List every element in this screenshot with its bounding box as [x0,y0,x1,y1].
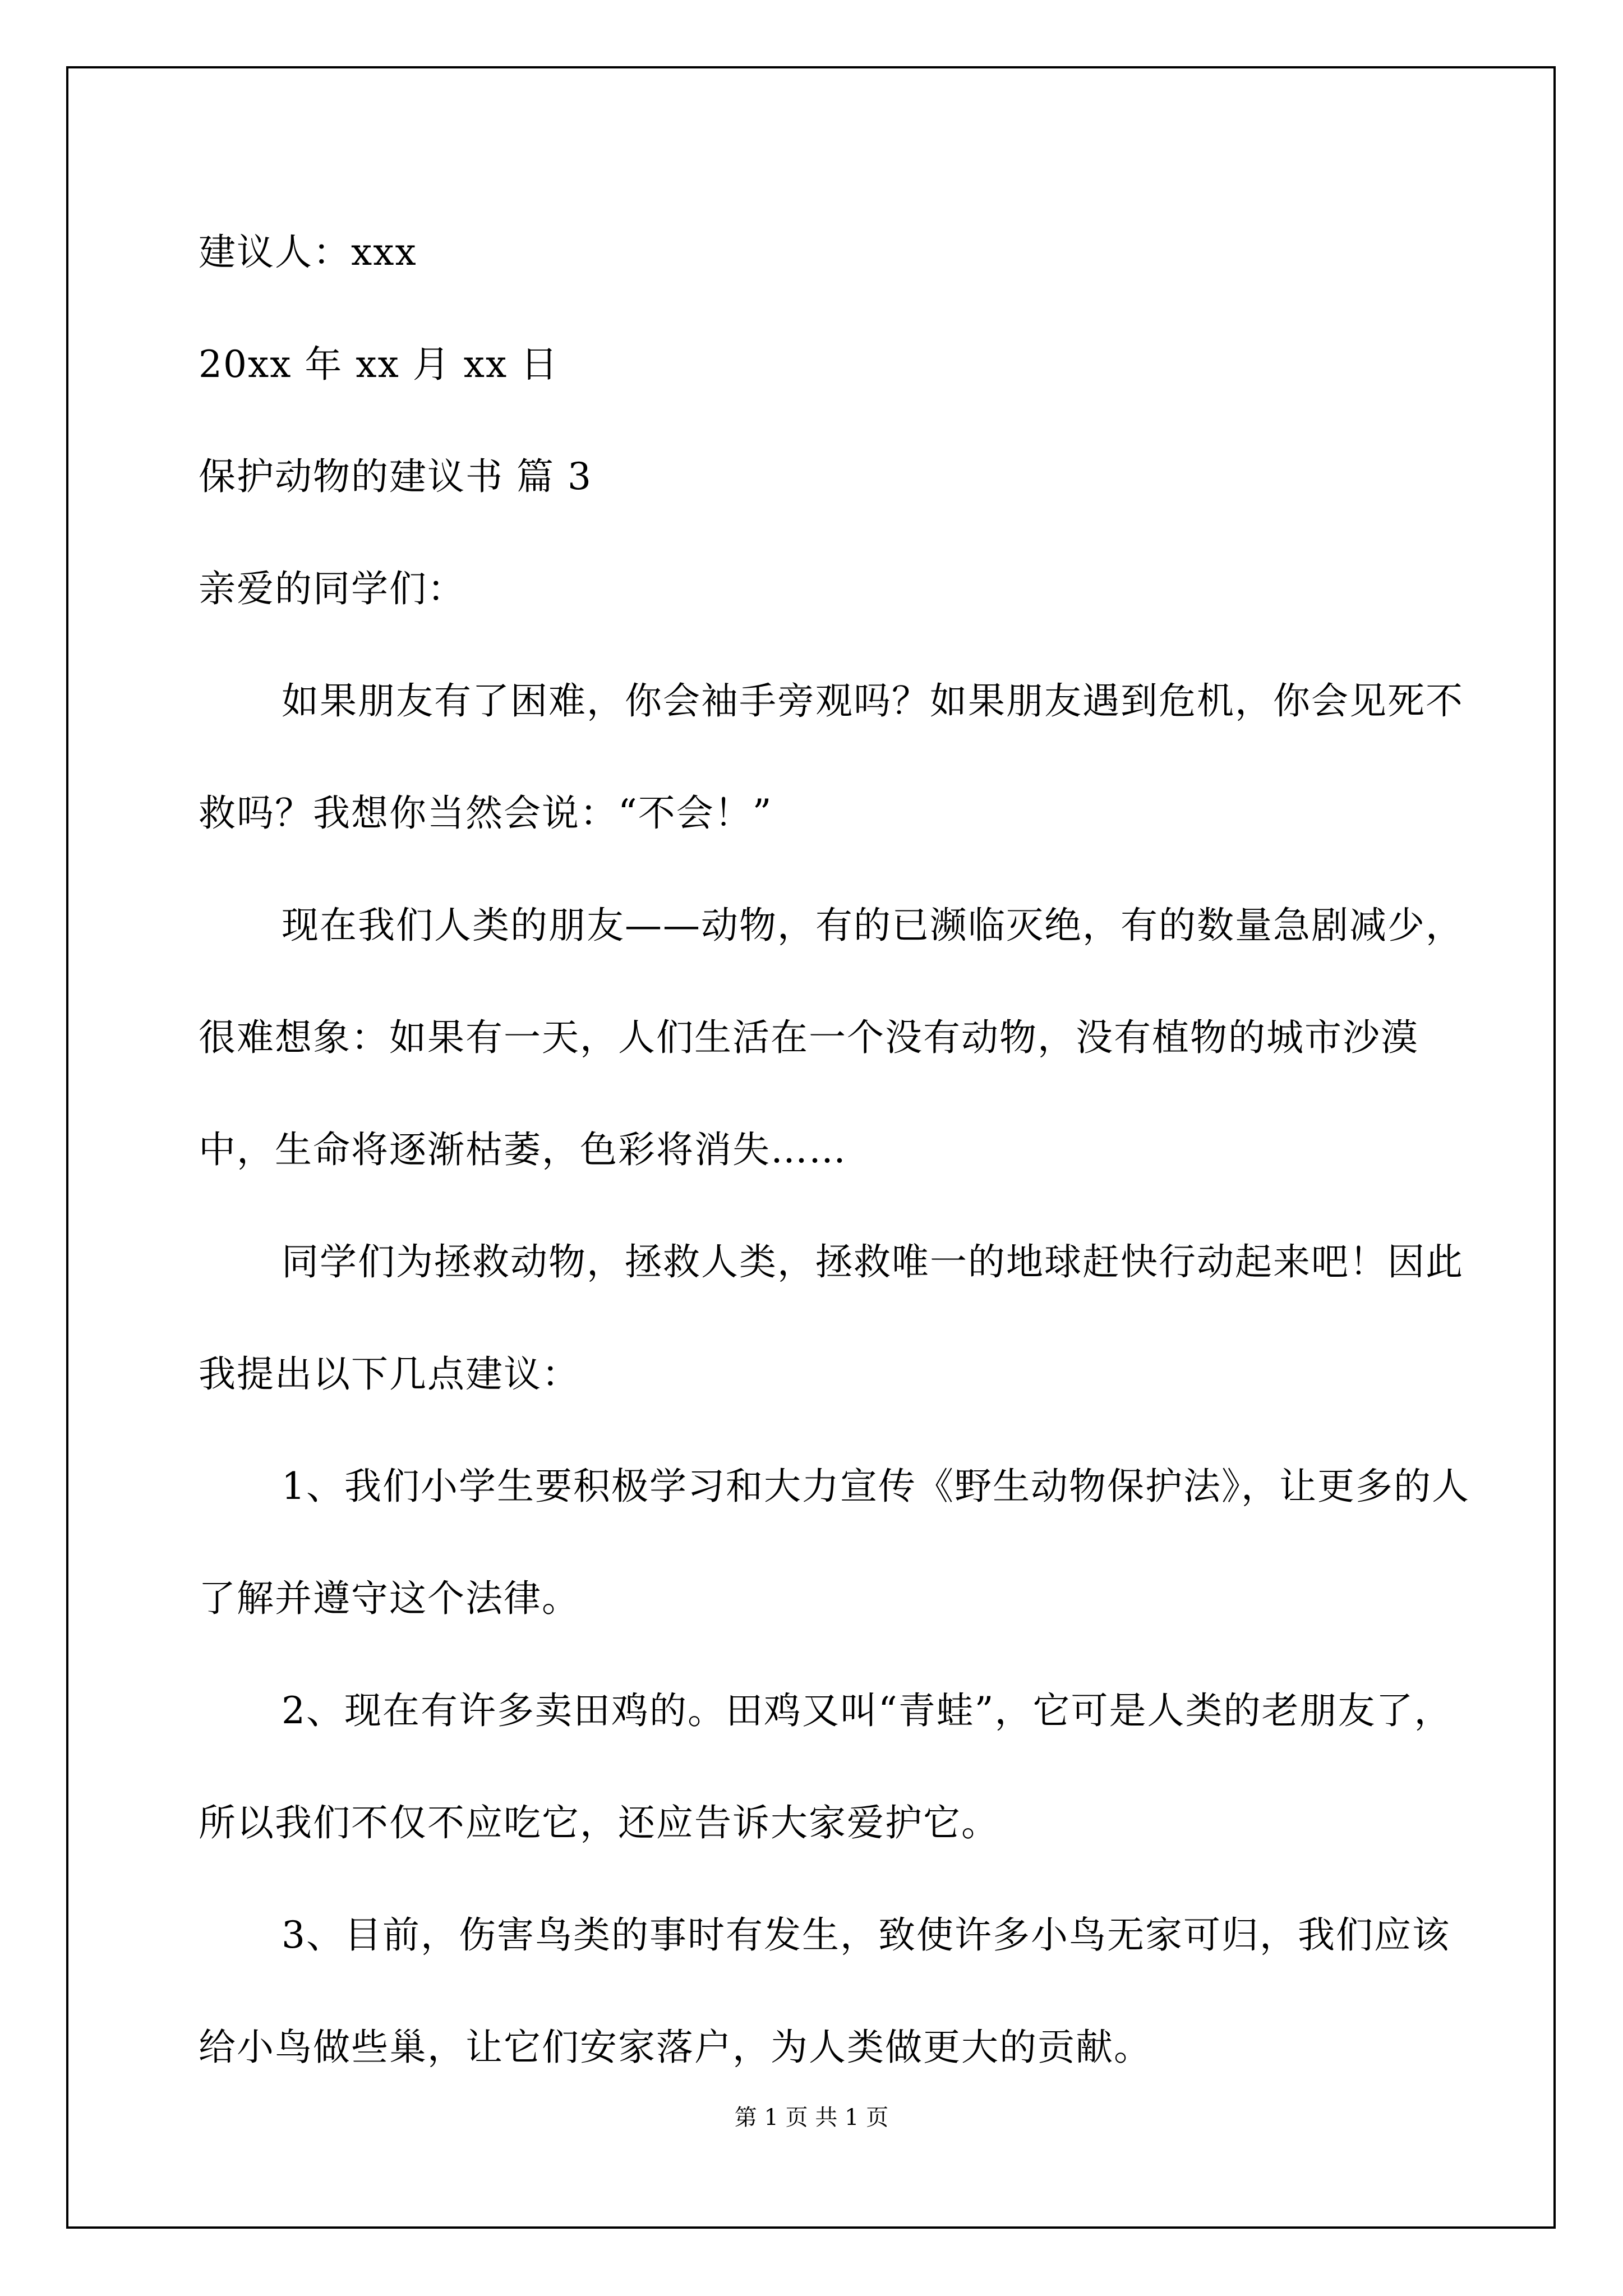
paragraph-1: 如果朋友有了困难，你会袖手旁观吗？如果朋友遇到危机，你会见死不救吗？我想你当然会说：“不会！” [199,679,1464,835]
date-line: 20xx 年 xx 月 xx 日 [199,343,559,386]
paragraph-3: 同学们为拯救动物，拯救人类，拯救唯一的地球赶快行动起来吧！因此我提出以下几点建议： [199,1240,1464,1396]
section-title: 保护动物的建议书 篇 3 [199,455,592,498]
salutation: 亲爱的同学们： [199,567,465,610]
paragraph-2: 现在我们人类的朋友——动物，有的已濒临灭绝，有的数量急剧减少，很难想象：如果有一天，人们生活在一个没有动物，没有植物的城市沙漠中，生命将逐渐枯萎，色彩将消失…… [199,904,1464,1171]
paragraph-6: 3、目前，伤害鸟类的事时有发生，致使许多小鸟无家可归，我们应该给小鸟做些巢，让它们安家落户，为人类做更大的贡献。 [199,1913,1450,2069]
paragraph-4: 1、我们小学生要积极学习和大力宣传《野生动物保护法》，让更多的人了解并遵守这个法律。 [199,1465,1470,1620]
document-body [199,224,1477,2132]
paragraph-5: 2、现在有许多卖田鸡的。田鸡又叫“青蛙”，它可是人类的老朋友了，所以我们不仅不应吃它，还应告诉大家爱护它。 [199,1689,1453,1844]
page-footer: 第 1 页 共 1 页 [734,2105,889,2131]
proposer-line: 建议人：xxx [199,231,417,274]
